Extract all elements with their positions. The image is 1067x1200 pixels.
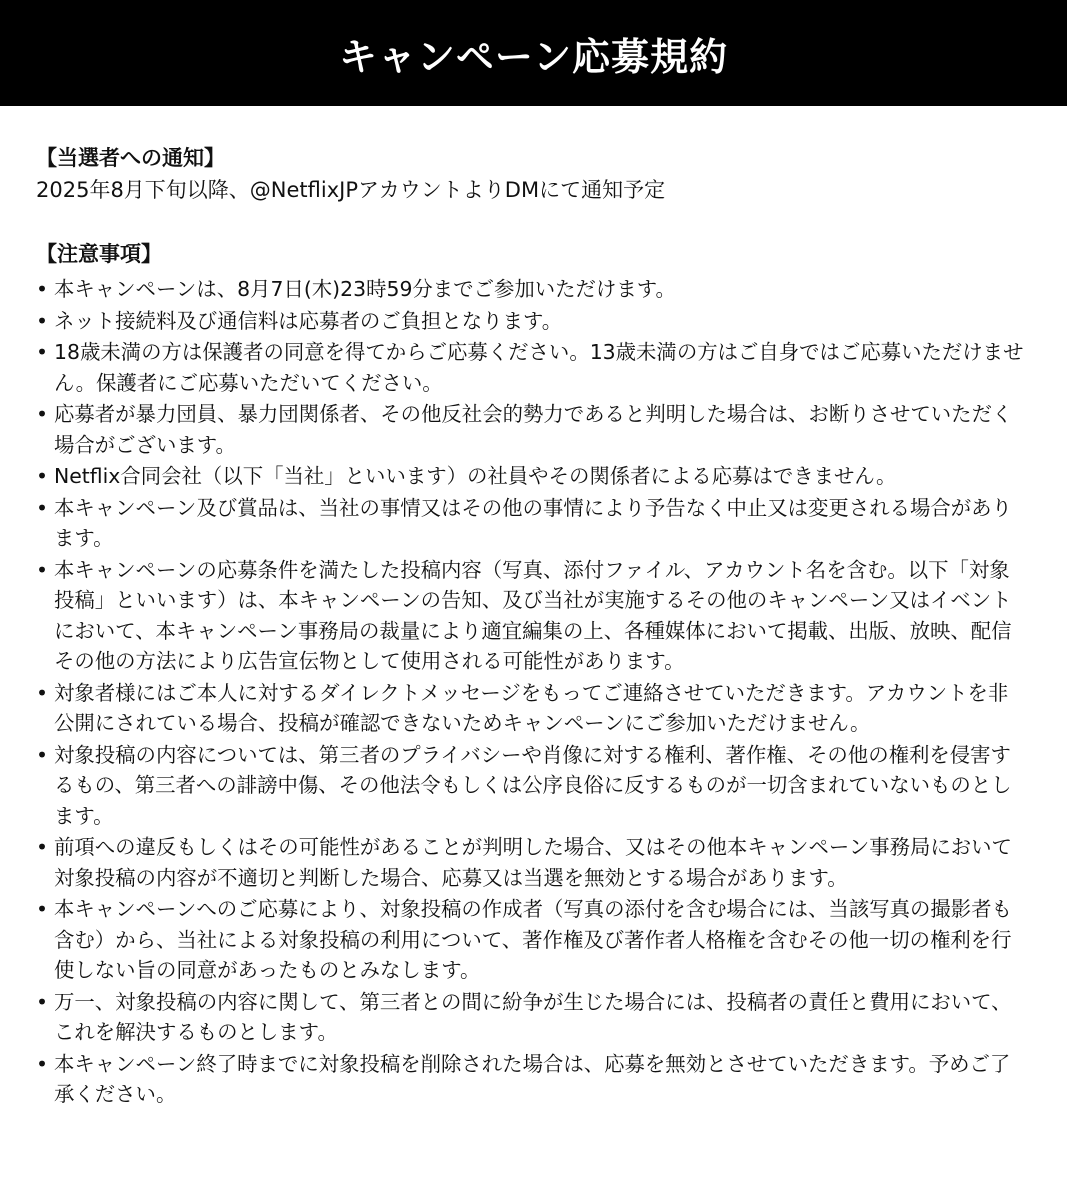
cautions-list bbox=[36, 274, 1027, 1110]
winner-notice-section bbox=[36, 142, 1027, 206]
caution-item: • 18歳未満の方は保護者の同意を得てからご応募ください。13歳未満の方はご自身ではご応募いただけません。保護者にご応募いただいてください。 bbox=[36, 337, 1027, 398]
caution-item: • 応募者が暴力団員、暴力団関係者、その他反社会的勢力であると判明した場合は、お断りさせていただく場合がございます。 bbox=[36, 399, 1027, 460]
cautions-section bbox=[36, 238, 1027, 1110]
caution-item: • Netflix合同会社（以下「当社」といいます）の社員やその関係者による応募はできません。 bbox=[36, 461, 1027, 492]
cautions-heading: 【注意事項】 bbox=[36, 242, 162, 266]
caution-item: • 対象者様にはご本人に対するダイレクトメッセージをもってご連絡させていただきます。アカウントを非公開にされている場合、投稿が確認できないためキャンペーンにご参加いただけません。 bbox=[36, 678, 1027, 739]
caution-item: • 本キャンペーンは、8月7日(木)23時59分までご参加いただけます。 bbox=[36, 274, 1027, 305]
caution-item: • 対象投稿の内容については、第三者のプライバシーや肖像に対する権利、著作権、その他の権利を侵害するもの、第三者への誹謗中傷、その他法令もしくは公序良俗に反するものが一切含まれていないものとします。 bbox=[36, 740, 1027, 832]
page-title: キャンペーン応募規約 bbox=[338, 34, 729, 79]
caution-item: • 前項への違反もしくはその可能性があることが判明した場合、又はその他本キャンペーン事務局において対象投稿の内容が不適切と判断した場合、応募又は当選を無効とする場合があります。 bbox=[36, 832, 1027, 893]
winner-notice-heading: 【当選者への通知】 bbox=[36, 146, 225, 170]
caution-item: • 本キャンペーン終了時までに対象投稿を削除された場合は、応募を無効とさせていただきます。予めご了承ください。 bbox=[36, 1049, 1027, 1110]
caution-item: • 本キャンペーン及び賞品は、当社の事情又はその他の事情により予告なく中止又は変更される場合があります。 bbox=[36, 493, 1027, 554]
caution-item: • 本キャンペーンへのご応募により、対象投稿の作成者（写真の添付を含む場合には、当該写真の撮影者も含む）から、当社による対象投稿の利用について、著作権及び著作者人格権を含むその他一切の権利を行使しない旨の同意があったものとみなします。 bbox=[36, 894, 1027, 986]
caution-item: • ネット接続料及び通信料は応募者のご負担となります。 bbox=[36, 306, 1027, 337]
caution-item: • 万一、対象投稿の内容に関して、第三者との間に紛争が生じた場合には、投稿者の責任と費用において、これを解決するものとします。 bbox=[36, 987, 1027, 1048]
caution-item: • 本キャンペーンの応募条件を満たした投稿内容（写真、添付ファイル、アカウント名を含む。以下「対象投稿」といいます）は、本キャンペーンの告知、及び当社が実施するその他のキャンペーン又はイベントにおいて、本キャンペーン事務局の裁量により適宜編集の上、各種媒体において掲載、出版、放映、配信その他の方法により広告宣伝物として使用される可能性があります。 bbox=[36, 555, 1027, 677]
winner-notice-text: 2025年8月下旬以降、@NetflixJPアカウントよりDMにて通知予定 bbox=[36, 178, 666, 202]
page-header bbox=[0, 0, 1067, 106]
terms-content bbox=[0, 106, 1067, 1110]
